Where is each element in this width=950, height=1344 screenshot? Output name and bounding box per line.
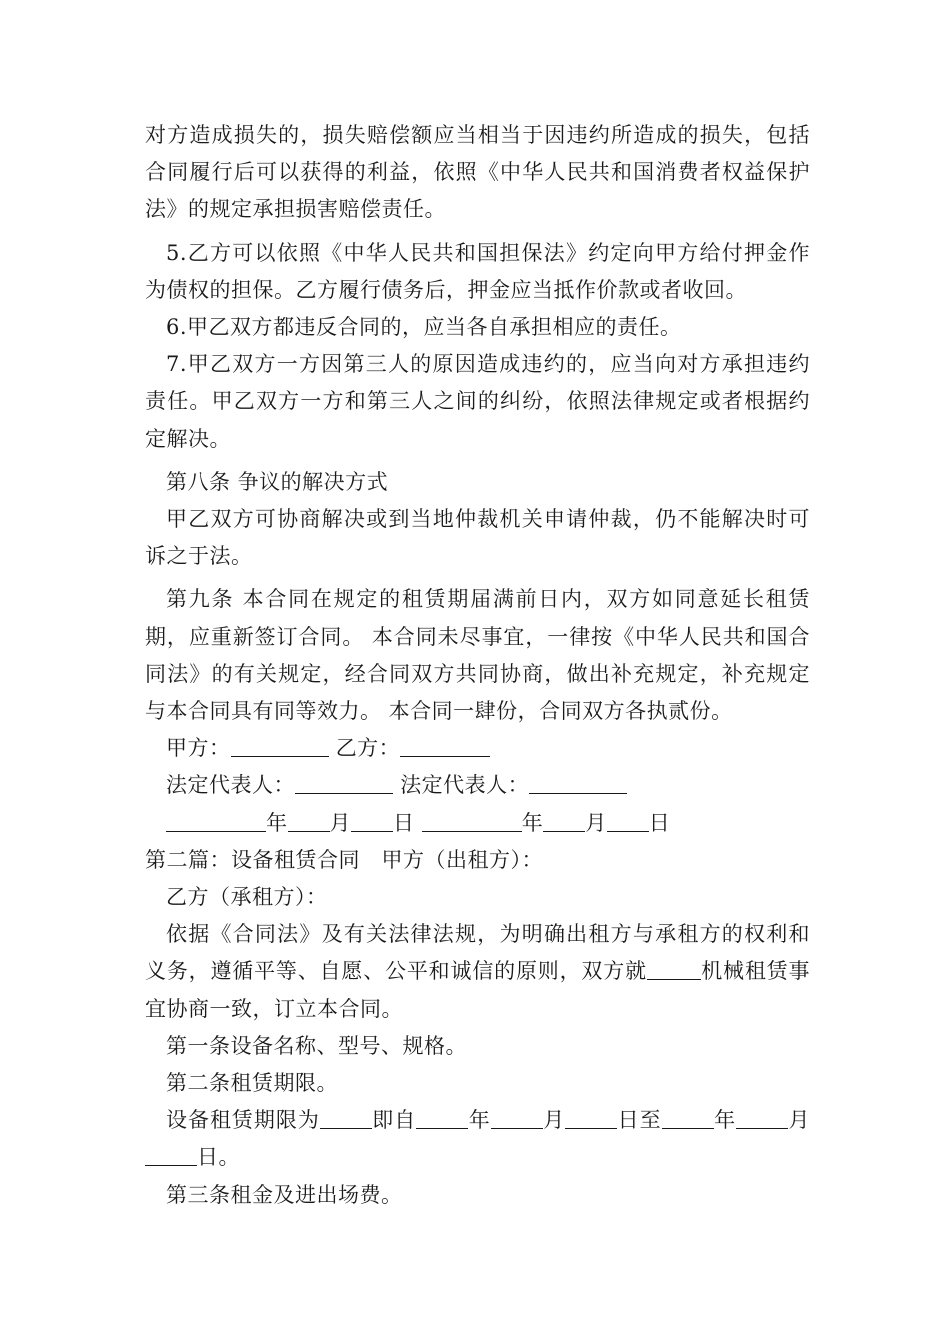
part-2-heading: 第二篇：设备租赁合同 甲方（出租方）： [145, 847, 543, 872]
party-a-label: 甲方： [166, 736, 231, 761]
term-from-label: 即自 [371, 1108, 417, 1133]
date-b-year-blank [422, 809, 522, 832]
part-2-intro [145, 916, 810, 1028]
article-8-heading: 第八条 争议的解决方式 [166, 469, 389, 494]
signature-date-line [145, 805, 810, 842]
article-2-heading: 第二条租赁期限。 [166, 1071, 338, 1096]
paragraph-damages: 对方造成损失的，损失赔偿额应当相当于因违约所造成的损失，包括合同履行后可以获得的利益，依照《中华人民共和国消费者权益保护法》的规定承担损害赔偿责任。 [145, 123, 810, 222]
party-b-label: 乙方： [335, 736, 401, 761]
end-day-blank [145, 1143, 197, 1166]
start-month-label: 月 [542, 1108, 566, 1133]
date-b-day-label: 日 [648, 810, 671, 835]
rep-a-blank [295, 771, 393, 794]
term-prefix: 设备租赁期限为 [166, 1108, 320, 1133]
date-b-month-label: 月 [585, 810, 607, 835]
lease-term-line [145, 1102, 810, 1176]
machine-type-blank [647, 957, 701, 980]
paragraph-clause-7: 7.甲乙双方一方因第三人的原因造成违约的，应当向对方承担违约责任。甲乙双方一方和第三人之间的纠纷，依照法律规定或者根据约定解决。 [145, 352, 810, 451]
start-year-blank [416, 1106, 468, 1129]
lessee-label: 乙方（承租方）： [166, 885, 328, 910]
start-day-to-label: 日至 [617, 1108, 662, 1133]
signature-parties-line [145, 730, 810, 767]
party-a-blank [231, 734, 329, 757]
rep-b-label: 法定代表人： [400, 773, 530, 798]
start-day-blank [565, 1106, 617, 1129]
article-3-heading: 第三条租金及进出场费。 [166, 1182, 403, 1207]
paragraph-article-9: 第九条 本合同在规定的租赁期届满前日内，双方如同意延长租赁期，应重新签订合同。 本合同未尽事宜，一律按《中华人民共和国合同法》的有关规定，经合同双方共同协商，做出补充规定，补充规定与本合同具有同等效力。 本合同一肆份，合同双方各执贰份。 [145, 587, 810, 724]
date-b-day-blank [607, 809, 649, 832]
paragraph-article-8: 甲乙双方可协商解决或到当地仲裁机关申请仲裁，仍不能解决时可诉之于法。 [145, 507, 810, 569]
paragraph-clause-5: 5.乙方可以依照《中华人民共和国担保法》约定向甲方给付押金作为债权的担保。乙方履行债务后，押金应当抵作价款或者收回。 [145, 240, 810, 302]
rep-b-blank [529, 771, 627, 794]
date-a-day-blank [351, 809, 393, 832]
start-month-blank [491, 1106, 543, 1129]
date-a-year-label: 年 [266, 810, 288, 835]
end-month-blank [736, 1106, 788, 1129]
article-1-heading: 第一条设备名称、型号、规格。 [166, 1033, 467, 1058]
date-b-year-label: 年 [521, 810, 544, 835]
party-b-blank [400, 734, 490, 757]
end-year-label: 年 [713, 1108, 737, 1133]
paragraph-clause-6: 6.甲乙双方都违反合同的，应当各自承担相应的责任。 [166, 315, 682, 340]
end-day-label: 日。 [197, 1145, 240, 1170]
intro-text-before: 依据《合同法》及有关法律法规，为明确出租方与承租方的权利和义务，遵循平等、自愿、公平和诚信的原则，双方就 [145, 922, 810, 984]
end-month-label: 月 [788, 1108, 811, 1133]
date-a-day-label: 日 [393, 810, 415, 835]
date-a-month-blank [288, 809, 330, 832]
date-b-month-blank [543, 809, 585, 832]
document-body [145, 117, 810, 1214]
term-duration-blank [320, 1106, 372, 1129]
start-year-label: 年 [468, 1108, 491, 1133]
date-a-year-blank [166, 809, 266, 832]
date-a-month-label: 月 [329, 810, 351, 835]
rep-a-label: 法定代表人： [166, 773, 295, 798]
intro-text-after: 机械租赁事宜协商一致，订立本合同。 [145, 959, 811, 1021]
signature-representatives-line [145, 767, 810, 804]
end-year-blank [662, 1106, 714, 1129]
